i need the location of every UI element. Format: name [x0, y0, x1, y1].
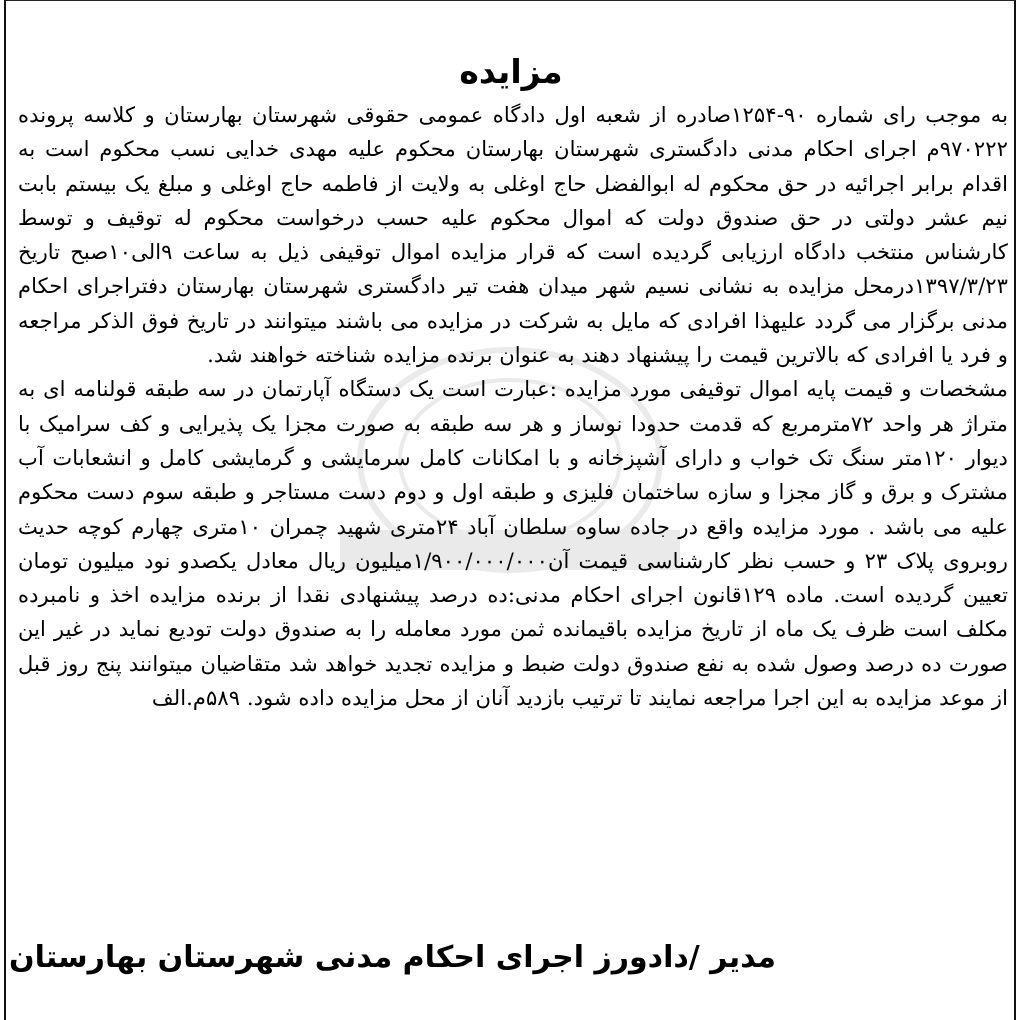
notice-paragraph-1: به موجب رای شماره ۹۰-۱۲۵۴صادره از شعبه اول دادگاه عمومی حقوقی شهرستان بهارستان و کلاسه پرونده ۹۷۰۲۲۲م اجرای احکام مدنی دادگستری شهرستان بهارستان محکوم علیه مهدی خدایی نسب محکوم است به اقدام برابر اجرائیه در حق محکوم له ابوالفضل حاج اوغلی به ولایت از فاطمه حاج اوغلی و مبلغ یک بیستم بابت نیم عشر دولتی در حق صندوق دولت که اموال محکوم علیه حسب درخواست محکوم له توقیف و توسط کارشناس منتخب دادگاه ارزیابی گردیده است که قرار مزایده اموال توقیفی ذیل به ساعت ۹الی۱۰صبح تاریخ ۱۳۹۷/۳/۲۳درمحل مزایده به نشانی نسیم شهر میدان هفت تیر دادگستری شهرستان بهارستان دفتراجرای احکام مدنی برگزار می گردد علیهذا افرادی که مایل به شرکت در مزایده می باشند میتوانند در تاریخ فوق الذکر مراجعه و فرد یا افرادی که بالاترین قیمت را پیشنهاد دهند به عنوان برنده مزایده شناخته خواهند شد.	[18, 102, 1009, 368]
notice-paragraph-2: مشخصات و قیمت پایه اموال توقیفی مورد مزایده :عبارت است یک دستگاه آپارتمان در سه طبقه قولنامه ای به متراژ هر واحد ۷۲مترمربع که قدمت حدودا نوساز و هر سه طبقه به صورت مجزا یک پذیرایی و کف سرامیک با دیوار ۱۲۰متر سنگ تک خواب و دارای آشپزخانه و با امکانات کامل سرمایشی و گرمایشی کامل و انشعابات آب مشترک و برق و گاز مجزا و سازه ساختمان فلیزی و طبقه اول و دوم دست مستاجر و طبقه سوم دست محکوم علیه می باشد . مورد مزایده واقع در جاده ساوه سلطان آباد ۲۴متری شهید چمران ۱۰متری چهارم کوچه حدیث روبروی پلاک ۲۳ و حسب نظر کارشناسی قیمت آن۱/۹۰۰/۰۰۰/۰۰۰میلیون ریال معادل یکصدو نود میلیون تومان تعیین گردیده است. ماده ۱۲۹قانون اجرای احکام مدنی:ده درصد پیشنهادی نقدا از برنده مزایده اخذ و نامبرده مکلف است ظرف یک ماه از تاریخ مزایده باقیمانده ثمن مورد معامله را به صندوق دولت تودیع نماید در غیر این صورت ده درصد وصول شده به نفع صندوق دولت ضبط و مزایده تجدید خواهد شد متقاضیان میتوانند پنج روز قبل از موعد مزایده به این اجرا مراجعه نمایند تا ترتیب بازدید آنان از محل مزایده داده شود. ۵۸۹م.الف	[18, 376, 1009, 711]
notice-body	[18, 98, 1008, 715]
notice-signature: مدیر /دادورز اجرای احکام مدنی شهرستان بهارستان	[9, 940, 776, 975]
notice-title: مزایده	[459, 52, 563, 91]
